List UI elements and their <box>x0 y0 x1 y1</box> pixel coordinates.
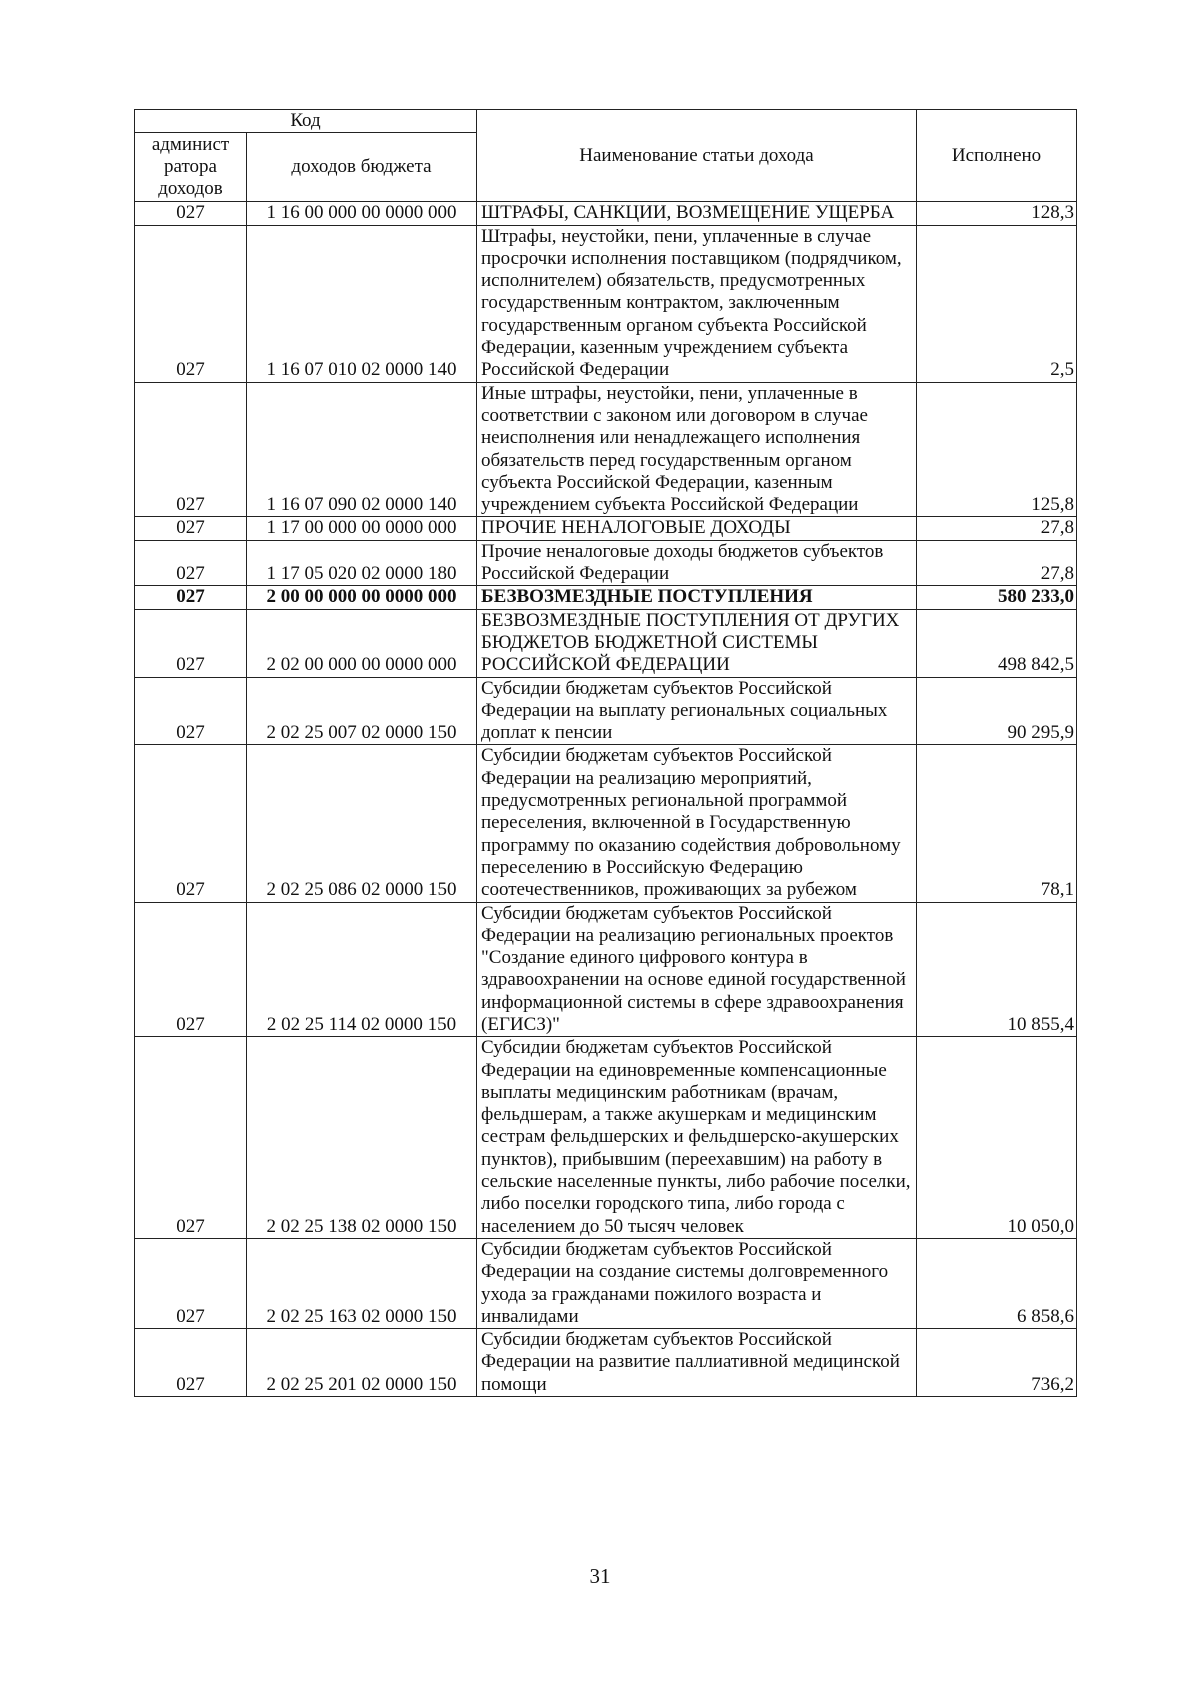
budget-code-cell: 2 02 25 114 02 0000 150 <box>247 902 477 1037</box>
revenue-name-cell: БЕЗВОЗМЕЗДНЫЕ ПОСТУПЛЕНИЯ <box>477 586 917 609</box>
table-row <box>135 202 1077 225</box>
amount-cell: 128,3 <box>917 202 1077 225</box>
revenue-name-cell: ШТРАФЫ, САНКЦИИ, ВОЗМЕЩЕНИЕ УЩЕРБА <box>477 202 917 225</box>
revenue-name-cell: Штрафы, неустойки, пени, уплаченные в случае просрочки исполнения поставщиком (подрядчиком, исполнителем) обязательств, предусмотренных государственным контрактом, заключенным государственным органом субъекта Российской Федерации, казенным учреждением субъекта Российской Федерации <box>477 225 917 382</box>
admin-code-cell: 027 <box>135 202 247 225</box>
budget-code-cell: 1 17 00 000 00 0000 000 <box>247 517 477 540</box>
amount-cell: 27,8 <box>917 517 1077 540</box>
amount-cell: 6 858,6 <box>917 1238 1077 1328</box>
admin-code-cell: 027 <box>135 902 247 1037</box>
page-number: 31 <box>589 1564 611 1588</box>
table-row <box>135 902 1077 1037</box>
amount-column-header: Исполнено <box>917 110 1077 202</box>
revenue-name-cell: Прочие неналоговые доходы бюджетов субъектов Российской Федерации <box>477 540 917 586</box>
budget-code-cell: 2 02 25 201 02 0000 150 <box>247 1329 477 1397</box>
budget-code-cell: 2 02 25 086 02 0000 150 <box>247 745 477 902</box>
revenue-name-cell: ПРОЧИЕ НЕНАЛОГОВЫЕ ДОХОДЫ <box>477 517 917 540</box>
revenue-name-cell: Субсидии бюджетам субъектов Российской Федерации на реализацию мероприятий, предусмотренных региональной программой переселения, включенной в Государственную программу по оказанию содействия добровольному переселению в Российскую Федерацию соотечественников, проживающих за рубежом <box>477 745 917 902</box>
admin-code-cell: 027 <box>135 1329 247 1397</box>
table-row <box>135 1329 1077 1397</box>
budget-code-cell: 2 02 25 163 02 0000 150 <box>247 1238 477 1328</box>
table-row <box>135 540 1077 586</box>
admin-code-cell: 027 <box>135 1037 247 1239</box>
revenue-name-cell: БЕЗВОЗМЕЗДНЫЕ ПОСТУПЛЕНИЯ ОТ ДРУГИХ БЮДЖЕТОВ БЮДЖЕТНОЙ СИСТЕМЫ РОССИЙСКОЙ ФЕДЕРАЦИИ <box>477 609 917 677</box>
budget-code-cell: 1 16 07 090 02 0000 140 <box>247 382 477 517</box>
budget-code-cell: 2 00 00 000 00 0000 000 <box>247 586 477 609</box>
table-row <box>135 517 1077 540</box>
amount-cell: 78,1 <box>917 745 1077 902</box>
table-row <box>135 1037 1077 1239</box>
table-row <box>135 225 1077 382</box>
budget-code-cell: 2 02 25 138 02 0000 150 <box>247 1037 477 1239</box>
revenue-name-cell: Иные штрафы, неустойки, пени, уплаченные в соответствии с законом или договором в случае неисполнения или ненадлежащего исполнения обязательств перед государственным органом субъекта Российской Федерации, казенным учреждением субъекта Российской Федерации <box>477 382 917 517</box>
name-column-header: Наименование статьи дохода <box>477 110 917 202</box>
revenue-name-cell: Субсидии бюджетам субъектов Российской Федерации на реализацию региональных проектов "Создание единого цифрового контура в здравоохранении на основе единой государственной информационной системы в сфере здравоохранения (ЕГИСЗ)" <box>477 902 917 1037</box>
admin-code-cell: 027 <box>135 677 247 745</box>
table-row <box>135 677 1077 745</box>
budget-code-cell: 2 02 25 007 02 0000 150 <box>247 677 477 745</box>
admin-code-cell: 027 <box>135 609 247 677</box>
table-row <box>135 745 1077 902</box>
revenue-name-cell: Субсидии бюджетам субъектов Российской Федерации на развитие паллиативной медицинской помощи <box>477 1329 917 1397</box>
admin-code-cell: 027 <box>135 225 247 382</box>
budget-code-cell: 1 16 00 000 00 0000 000 <box>247 202 477 225</box>
amount-cell: 90 295,9 <box>917 677 1077 745</box>
amount-cell: 27,8 <box>917 540 1077 586</box>
table-row <box>135 382 1077 517</box>
amount-cell: 10 855,4 <box>917 902 1077 1037</box>
amount-cell: 10 050,0 <box>917 1037 1077 1239</box>
revenue-name-cell: Субсидии бюджетам субъектов Российской Федерации на создание системы долговременного ухода за гражданами пожилого возраста и инвалидами <box>477 1238 917 1328</box>
amount-cell: 498 842,5 <box>917 609 1077 677</box>
admin-code-cell: 027 <box>135 586 247 609</box>
amount-cell: 2,5 <box>917 225 1077 382</box>
amount-cell: 125,8 <box>917 382 1077 517</box>
table-row <box>135 609 1077 677</box>
revenue-name-cell: Субсидии бюджетам субъектов Российской Федерации на выплату региональных социальных доплат к пенсии <box>477 677 917 745</box>
revenue-name-cell: Субсидии бюджетам субъектов Российской Федерации на единовременные компенсационные выплаты медицинским работникам (врачам, фельдшерам, а также акушеркам и медицинским сестрам фельдшерских и фельдшерско-акушерских пунктов), прибывшим (переехавшим) на работу в сельские населенные пункты, либо рабочие поселки, либо поселки городского типа, либо города с населением до 50 тысяч человек <box>477 1037 917 1239</box>
revenue-table <box>134 109 1077 1397</box>
code-group-header: Код <box>135 110 477 133</box>
admin-code-cell: 027 <box>135 1238 247 1328</box>
amount-cell: 736,2 <box>917 1329 1077 1397</box>
admin-code-cell: 027 <box>135 745 247 902</box>
budget-code-cell: 2 02 00 000 00 0000 000 <box>247 609 477 677</box>
budget-code-column-header: доходов бюджета <box>247 133 477 202</box>
table-body <box>135 202 1077 1397</box>
table-row <box>135 586 1077 609</box>
admin-code-cell: 027 <box>135 540 247 586</box>
admin-column-header: админист ратора доходов <box>135 133 247 202</box>
table-row <box>135 1238 1077 1328</box>
admin-code-cell: 027 <box>135 517 247 540</box>
budget-code-cell: 1 17 05 020 02 0000 180 <box>247 540 477 586</box>
admin-code-cell: 027 <box>135 382 247 517</box>
amount-cell: 580 233,0 <box>917 586 1077 609</box>
budget-code-cell: 1 16 07 010 02 0000 140 <box>247 225 477 382</box>
